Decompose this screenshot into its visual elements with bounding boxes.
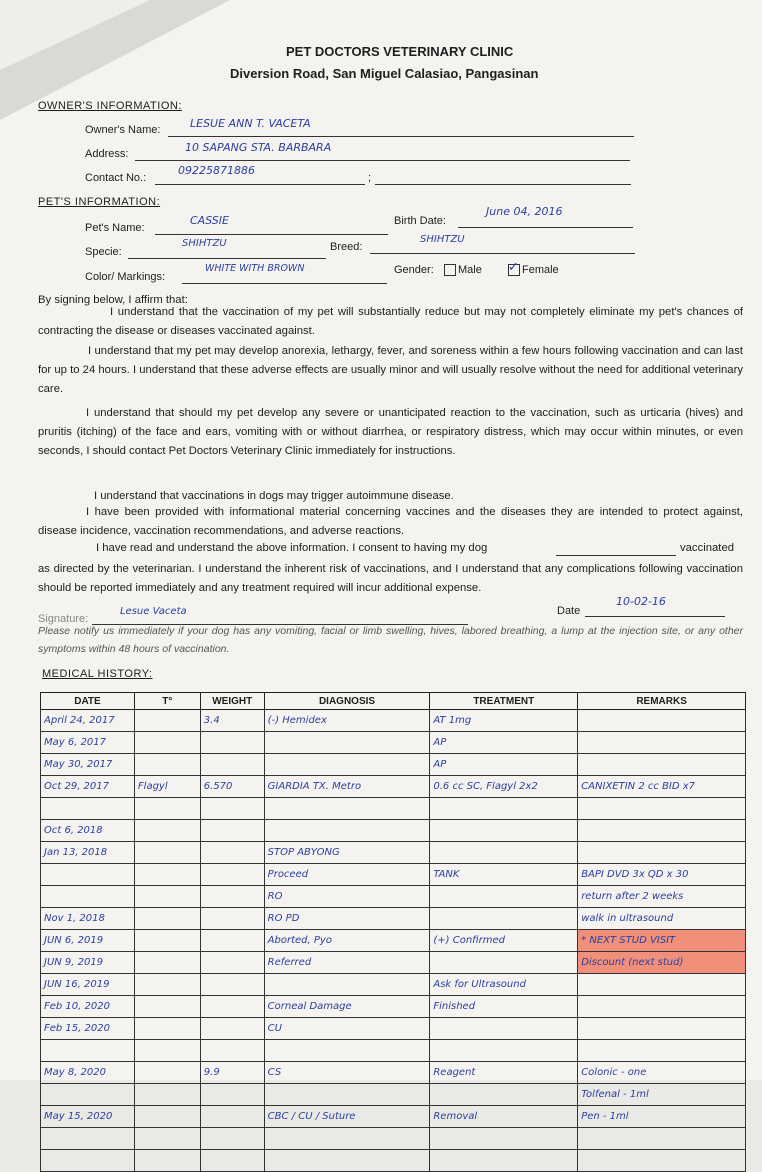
cell-treatment: Ask for Ultrasound bbox=[430, 974, 578, 996]
cell-treatment: AP bbox=[430, 732, 578, 754]
address-label: Address: bbox=[85, 148, 129, 160]
specie-label: Specie: bbox=[85, 246, 122, 258]
gender-label: Gender: bbox=[394, 264, 434, 276]
cell-weight bbox=[200, 908, 264, 930]
cell-remarks: walk in ultrasound bbox=[578, 908, 746, 930]
cell-temperature bbox=[134, 952, 200, 974]
cell-weight bbox=[200, 732, 264, 754]
cell-remarks: Discount (next stud) bbox=[578, 952, 746, 974]
cell-date bbox=[41, 864, 135, 886]
cell-diagnosis bbox=[264, 1040, 430, 1062]
cell-diagnosis: (-) Hemidex bbox=[264, 710, 430, 732]
table-row bbox=[41, 776, 746, 798]
table-row bbox=[41, 996, 746, 1018]
male-label: Male bbox=[458, 264, 482, 276]
cell-temperature bbox=[134, 754, 200, 776]
table-row bbox=[41, 974, 746, 996]
header-remarks: REMARKS bbox=[578, 693, 746, 710]
cell-diagnosis bbox=[264, 732, 430, 754]
table-row bbox=[41, 864, 746, 886]
contact-value: 09225871886 bbox=[178, 164, 255, 177]
cell-treatment: AP bbox=[430, 754, 578, 776]
cell-weight bbox=[200, 1040, 264, 1062]
cell-remarks: Pen - 1ml bbox=[578, 1106, 746, 1128]
consent-paragraph-6-end: as directed by the veterinarian. I understand the inherent risk of vaccinations, and I understand that any complications following vaccination should be reported immediately and any treatment required will incur additional expense. bbox=[38, 563, 743, 594]
cell-weight bbox=[200, 798, 264, 820]
specie-value: SHIHTZU bbox=[182, 238, 227, 249]
cell-weight bbox=[200, 820, 264, 842]
cell-diagnosis: Proceed bbox=[264, 864, 430, 886]
clinic-address: Diversion Road, San Miguel Calasiao, Pangasinan bbox=[230, 66, 539, 81]
cell-treatment bbox=[430, 886, 578, 908]
cell-diagnosis bbox=[264, 1084, 430, 1106]
cell-date bbox=[41, 1084, 135, 1106]
clinic-name: PET DOCTORS VETERINARY CLINIC bbox=[286, 44, 514, 59]
cell-diagnosis bbox=[264, 1150, 430, 1172]
table-row bbox=[41, 1018, 746, 1040]
table-row bbox=[41, 1128, 746, 1150]
cell-treatment bbox=[430, 1040, 578, 1062]
signature-label: Signature: bbox=[38, 613, 89, 625]
cell-diagnosis: CS bbox=[264, 1062, 430, 1084]
cell-diagnosis: RO bbox=[264, 886, 430, 908]
cell-temperature bbox=[134, 864, 200, 886]
consent-paragraph-4: I understand that vaccinations in dogs may trigger autoimmune disease. bbox=[94, 490, 454, 502]
cell-weight bbox=[200, 1106, 264, 1128]
cell-diagnosis: CBC / CU / Suture bbox=[264, 1106, 430, 1128]
male-checkbox bbox=[444, 264, 456, 276]
cell-temperature bbox=[134, 732, 200, 754]
cell-weight: 9.9 bbox=[200, 1062, 264, 1084]
cell-remarks: return after 2 weeks bbox=[578, 886, 746, 908]
cell-treatment: 0.6 cc SC, Flagyl 2x2 bbox=[430, 776, 578, 798]
pet-section-title: PET'S INFORMATION: bbox=[38, 196, 161, 208]
cell-treatment bbox=[430, 798, 578, 820]
cell-treatment bbox=[430, 1084, 578, 1106]
cell-temperature bbox=[134, 820, 200, 842]
cell-temperature bbox=[134, 1084, 200, 1106]
table-row bbox=[41, 754, 746, 776]
cell-temperature bbox=[134, 886, 200, 908]
consent-paragraph-2: I understand that my pet may develop anorexia, lethargy, fever, and soreness within a few hours following vaccination and can last for up to 24 hours. I understand that these adverse effects are usually minor and will usually resolve without the need for additional veterinary care. bbox=[38, 345, 743, 395]
cell-weight bbox=[200, 974, 264, 996]
header-weight: WEIGHT bbox=[200, 693, 264, 710]
table-header-row bbox=[41, 693, 746, 710]
cell-weight bbox=[200, 930, 264, 952]
cell-diagnosis bbox=[264, 1128, 430, 1150]
cell-temperature bbox=[134, 710, 200, 732]
female-checkbox bbox=[508, 260, 520, 276]
consent-paragraph-1: I understand that the vaccination of my pet will substantially reduce but may not completely eliminate my pet's chances of contracting the disease or diseases vaccinated against. bbox=[38, 306, 743, 337]
cell-remarks bbox=[578, 732, 746, 754]
consent-paragraph-6-start: I have read and understand the above information. I consent to having my dog bbox=[96, 542, 488, 554]
notice-text: Please notify us immediately if your dog has any vomiting, facial or limb swelling, hives, labored breathing, a lump at the injection site, or any other symptoms within 48 hours of vaccination. bbox=[38, 625, 743, 655]
history-rows bbox=[41, 710, 746, 1172]
cell-treatment bbox=[430, 820, 578, 842]
cell-treatment: TANK bbox=[430, 864, 578, 886]
cell-weight bbox=[200, 1150, 264, 1172]
cell-diagnosis: STOP ABYONG bbox=[264, 842, 430, 864]
table-row bbox=[41, 1150, 746, 1172]
cell-remarks bbox=[578, 996, 746, 1018]
cell-treatment bbox=[430, 1150, 578, 1172]
table-row bbox=[41, 1084, 746, 1106]
cell-remarks: * NEXT STUD VISIT bbox=[578, 930, 746, 952]
cell-remarks bbox=[578, 710, 746, 732]
cell-remarks bbox=[578, 974, 746, 996]
cell-diagnosis bbox=[264, 754, 430, 776]
owner-name-value: LESUE ANN T. VACETA bbox=[190, 117, 311, 130]
cell-diagnosis: Referred bbox=[264, 952, 430, 974]
cell-remarks bbox=[578, 1150, 746, 1172]
cell-diagnosis: GIARDIA TX. Metro bbox=[264, 776, 430, 798]
cell-date bbox=[41, 798, 135, 820]
cell-treatment: Removal bbox=[430, 1106, 578, 1128]
color-value: WHITE WITH BROWN bbox=[205, 263, 305, 274]
cell-date bbox=[41, 1040, 135, 1062]
owner-section-title: OWNER'S INFORMATION: bbox=[38, 100, 182, 112]
cell-weight bbox=[200, 1018, 264, 1040]
cell-weight bbox=[200, 1084, 264, 1106]
table-row bbox=[41, 886, 746, 908]
cell-temperature bbox=[134, 1128, 200, 1150]
date-label: Date bbox=[557, 605, 581, 617]
cell-weight bbox=[200, 952, 264, 974]
cell-date: JUN 9, 2019 bbox=[41, 952, 135, 974]
table-row bbox=[41, 710, 746, 732]
table-row bbox=[41, 1040, 746, 1062]
gender-female-option bbox=[508, 260, 559, 276]
color-label: Color/ Markings: bbox=[85, 271, 166, 283]
cell-remarks: Colonic - one bbox=[578, 1062, 746, 1084]
cell-date: Feb 15, 2020 bbox=[41, 1018, 135, 1040]
cell-weight: 6.570 bbox=[200, 776, 264, 798]
female-label: Female bbox=[522, 264, 559, 276]
cell-date bbox=[41, 886, 135, 908]
cell-weight bbox=[200, 1128, 264, 1150]
signature-value: Lesue Vaceta bbox=[120, 606, 187, 617]
breed-label: Breed: bbox=[330, 241, 363, 253]
header-diagnosis: DIAGNOSIS bbox=[264, 693, 430, 710]
cell-date: May 6, 2017 bbox=[41, 732, 135, 754]
cell-weight bbox=[200, 886, 264, 908]
table-row bbox=[41, 732, 746, 754]
cell-temperature bbox=[134, 842, 200, 864]
cell-date bbox=[41, 1128, 135, 1150]
cell-remarks: CANIXETIN 2 cc BID x7 bbox=[578, 776, 746, 798]
cell-remarks: BAPI DVD 3x QD x 30 bbox=[578, 864, 746, 886]
cell-date: May 30, 2017 bbox=[41, 754, 135, 776]
table-row bbox=[41, 930, 746, 952]
cell-diagnosis: RO PD bbox=[264, 908, 430, 930]
cell-date: May 8, 2020 bbox=[41, 1062, 135, 1084]
header-treatment: TREATMENT bbox=[430, 693, 578, 710]
table-row bbox=[41, 952, 746, 974]
cell-diagnosis bbox=[264, 798, 430, 820]
medical-history-title: MEDICAL HISTORY: bbox=[42, 668, 153, 680]
cell-treatment bbox=[430, 1018, 578, 1040]
cell-temperature: Flagyl bbox=[134, 776, 200, 798]
cell-temperature bbox=[134, 1018, 200, 1040]
cell-remarks bbox=[578, 820, 746, 842]
cell-temperature bbox=[134, 930, 200, 952]
pet-name-value: CASSIE bbox=[190, 214, 229, 227]
cell-date: Oct 29, 2017 bbox=[41, 776, 135, 798]
medical-history-table bbox=[40, 692, 746, 1172]
cell-treatment bbox=[430, 842, 578, 864]
cell-treatment bbox=[430, 1128, 578, 1150]
cell-treatment: (+) Confirmed bbox=[430, 930, 578, 952]
table-row bbox=[41, 798, 746, 820]
table-row bbox=[41, 908, 746, 930]
consent-intro: By signing below, I affirm that: bbox=[38, 294, 188, 306]
address-value: 10 SAPANG STA. BARBARA bbox=[185, 141, 332, 154]
cell-date: Feb 10, 2020 bbox=[41, 996, 135, 1018]
cell-temperature bbox=[134, 1040, 200, 1062]
owner-name-label: Owner's Name: bbox=[85, 124, 161, 136]
contact-separator: ; bbox=[368, 172, 372, 184]
consent-paragraph-5: I have been provided with informational material concerning vaccines and the diseases they are intended to protect against, disease incidence, vaccination recommendations, and adverse reactions. bbox=[38, 506, 743, 537]
cell-diagnosis: Corneal Damage bbox=[264, 996, 430, 1018]
birth-date-value: June 04, 2016 bbox=[486, 205, 563, 218]
cell-remarks bbox=[578, 754, 746, 776]
header-date: DATE bbox=[41, 693, 135, 710]
cell-treatment bbox=[430, 908, 578, 930]
cell-date: Nov 1, 2018 bbox=[41, 908, 135, 930]
cell-date: April 24, 2017 bbox=[41, 710, 135, 732]
cell-remarks bbox=[578, 1018, 746, 1040]
cell-weight bbox=[200, 754, 264, 776]
table-row bbox=[41, 842, 746, 864]
cell-date: JUN 6, 2019 bbox=[41, 930, 135, 952]
cell-treatment: Finished bbox=[430, 996, 578, 1018]
cell-weight bbox=[200, 842, 264, 864]
table-row bbox=[41, 1062, 746, 1084]
cell-remarks bbox=[578, 842, 746, 864]
cell-weight: 3.4 bbox=[200, 710, 264, 732]
contact-label: Contact No.: bbox=[85, 172, 147, 184]
cell-weight bbox=[200, 864, 264, 886]
folded-corner-highlight bbox=[0, 0, 150, 70]
cell-remarks bbox=[578, 1040, 746, 1062]
gender-male-option bbox=[444, 264, 482, 276]
cell-remarks bbox=[578, 798, 746, 820]
cell-date bbox=[41, 1150, 135, 1172]
cell-date: Jan 13, 2018 bbox=[41, 842, 135, 864]
cell-weight bbox=[200, 996, 264, 1018]
consent-paragraph-3: I understand that should my pet develop any severe or unanticipated reaction to the vaccination, such as urticaria (hives) and pruritis (itching) of the face and ears, vomiting with or without diarrhea, or respiratory distress, which may occur within minutes, or even seconds, I should contact Pet Doctors Veterinary Clinic immediately for instructions. bbox=[38, 407, 743, 457]
cell-temperature bbox=[134, 974, 200, 996]
table-row bbox=[41, 820, 746, 842]
cell-treatment bbox=[430, 952, 578, 974]
date-value: 10-02-16 bbox=[616, 595, 666, 608]
cell-diagnosis: Aborted, Pyo bbox=[264, 930, 430, 952]
cell-temperature bbox=[134, 1106, 200, 1128]
cell-treatment: Reagent bbox=[430, 1062, 578, 1084]
birth-date-label: Birth Date: bbox=[394, 215, 446, 227]
cell-temperature bbox=[134, 996, 200, 1018]
cell-diagnosis bbox=[264, 974, 430, 996]
cell-temperature bbox=[134, 798, 200, 820]
cell-temperature bbox=[134, 1062, 200, 1084]
consent-paragraph-6-vaccinated: vaccinated bbox=[680, 542, 735, 554]
cell-diagnosis bbox=[264, 820, 430, 842]
cell-remarks bbox=[578, 1128, 746, 1150]
cell-temperature bbox=[134, 908, 200, 930]
cell-date: JUN 16, 2019 bbox=[41, 974, 135, 996]
cell-treatment: AT 1mg bbox=[430, 710, 578, 732]
breed-value: SHIHTZU bbox=[420, 234, 465, 245]
female-check-mark: ✓ bbox=[508, 260, 519, 276]
cell-date: May 15, 2020 bbox=[41, 1106, 135, 1128]
table-row bbox=[41, 1106, 746, 1128]
cell-diagnosis: CU bbox=[264, 1018, 430, 1040]
cell-remarks: Tolfenal - 1ml bbox=[578, 1084, 746, 1106]
header-temperature: T° bbox=[134, 693, 200, 710]
pet-name-label: Pet's Name: bbox=[85, 222, 145, 234]
cell-date: Oct 6, 2018 bbox=[41, 820, 135, 842]
cell-temperature bbox=[134, 1150, 200, 1172]
